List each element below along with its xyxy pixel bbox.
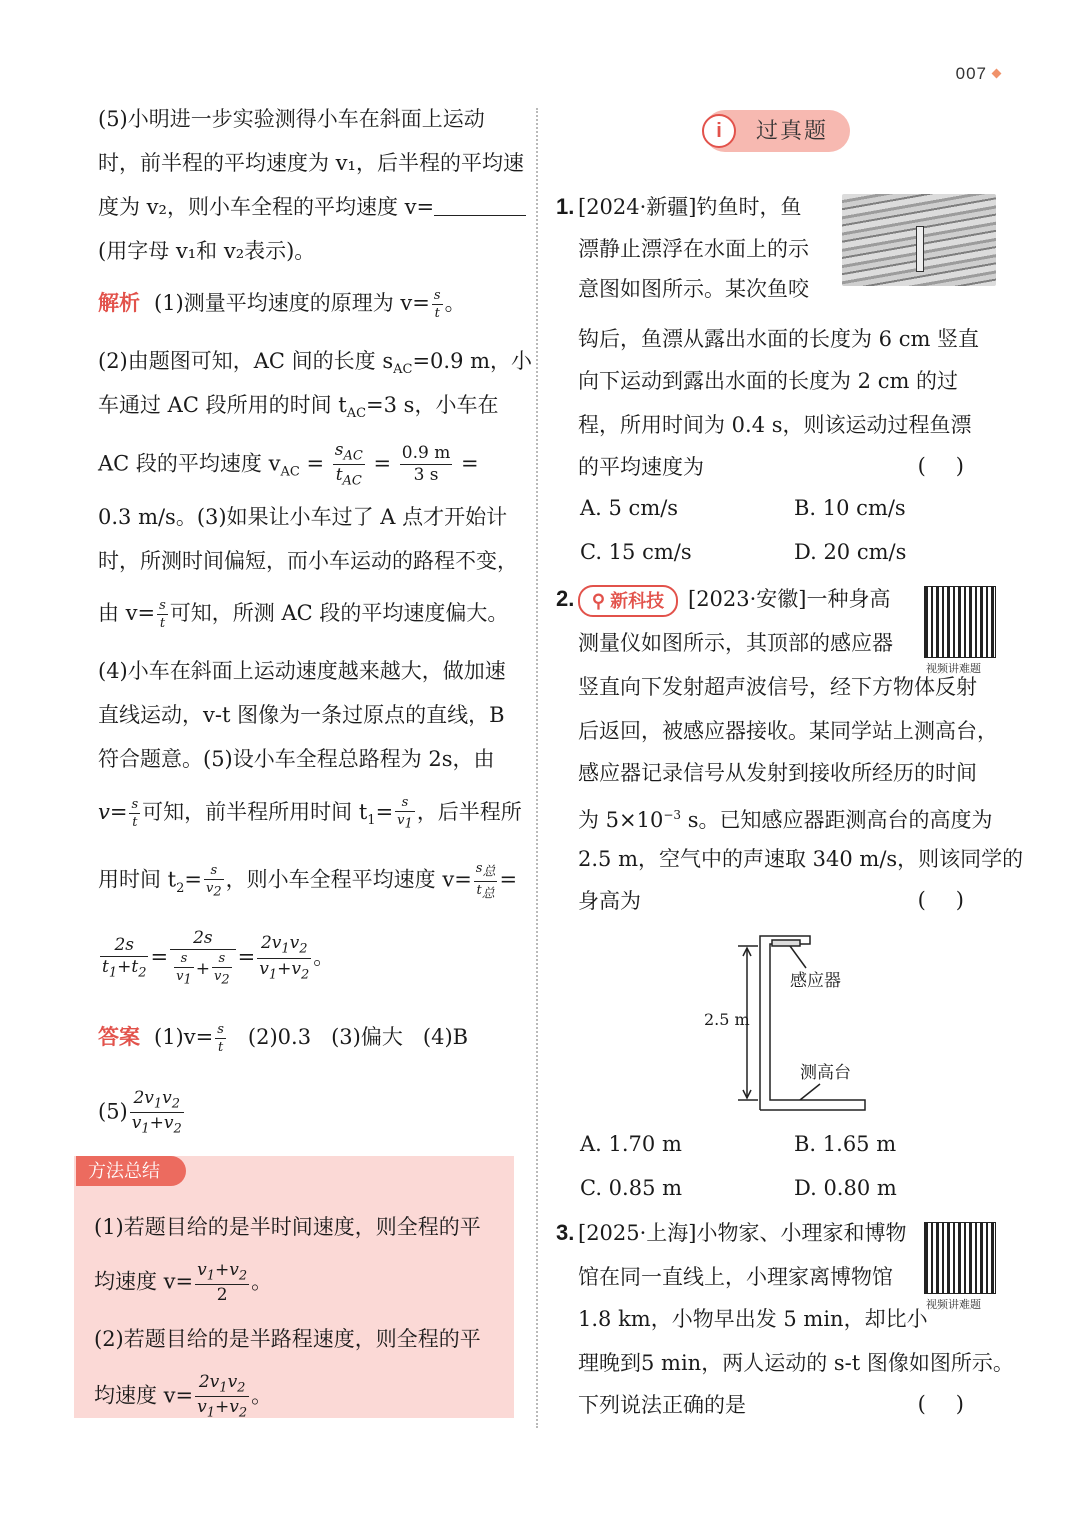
q3-line-4: 理晚到5 min，两人运动的 s-t 图像如图所示。 xyxy=(578,1351,1014,1375)
q1-line-4: 钩后，鱼漂从露出水面的长度为 6 cm 竖直 xyxy=(578,327,980,351)
analysis-line-11: v= $\frac{s}{t}$ 可知，前半程所用时间 $t_1=$ $\frac{s}{v_1}$ ，后半程所 xyxy=(98,795,522,832)
platform-leader xyxy=(800,1084,820,1100)
q3-answer-paren: () xyxy=(917,1392,994,1416)
height-label: 2.5 m xyxy=(704,1010,750,1029)
analysis-label: 解析 xyxy=(98,290,140,315)
q1-line-7: 的平均速度为 xyxy=(578,455,704,479)
q2-answer-paren: () xyxy=(917,888,994,912)
q5-line-2: 时，前半程的平均速度为 v₁，后半程的平均速 xyxy=(98,151,524,175)
q1-line-3: 意图如图所示。某次鱼咬 xyxy=(578,277,809,301)
method-line-2: 均速度 v= $\frac{v_1+v_2}{2}$ 。 xyxy=(94,1260,273,1306)
section-title: 过真题 xyxy=(756,119,829,144)
analysis-line-10: 符合题意。(5)设小车全程总路程为 2s，由 xyxy=(98,747,495,771)
q3-line-3: 1.8 km，小物早出发 5 min，却比小 xyxy=(578,1307,928,1331)
formula-s-over-t: $\frac{s}{t}$ xyxy=(433,288,441,321)
method-summary-tag: 方法总结 xyxy=(76,1156,186,1186)
q1-option-b[interactable]: B. 10 cm/s xyxy=(794,496,906,520)
q2-line-6: 为 $5\times 10^{-3}$ s。已知感应器距测高台的高度为 xyxy=(578,808,993,832)
q3-line-1: [2025·上海]小物家、小理家和博物 xyxy=(578,1221,907,1245)
answer-label: 答案 xyxy=(98,1024,140,1049)
formula-09-over-3: $\frac{0.9 m}{3 s}$ xyxy=(401,443,451,486)
platform-label: 测高台 xyxy=(800,1063,851,1083)
qr-code-2[interactable] xyxy=(924,1222,996,1294)
q2-line-2: 测量仪如图所示，其顶部的感应器 xyxy=(578,631,893,655)
analysis-line-5: 0.3 m/s。(3)如果让小车过了 A 点才开始计 xyxy=(98,505,508,529)
q1-line-6: 程，所用时间为 0.4 s，则该运动过程鱼漂 xyxy=(578,413,972,437)
q2-line-8: 身高为 xyxy=(578,889,641,913)
new-tech-tag: ⚲ 新科技 xyxy=(578,585,678,617)
fishing-float xyxy=(916,226,924,272)
analysis-line-8: (4)小车在斜面上运动速度越来越大，做加速 xyxy=(98,659,506,683)
q1-line-1: [2024·新疆]钓鱼时，鱼 xyxy=(578,195,802,219)
q2-line-1: [2023·安徽]一种身高 xyxy=(688,587,891,611)
analysis-line-9: 直线运动，v-t 图像为一条过原点的直线，B xyxy=(98,703,505,727)
answer-line-2: (5) $\frac{2v_1v_2}{v_1+v_2}$ xyxy=(98,1088,182,1137)
sensor-shape xyxy=(772,940,800,946)
q2-option-d[interactable]: D. 0.80 m xyxy=(794,1176,897,1200)
analysis-line-2: (2)由题图可知，AC 间的长度 $s_{AC}=0.9$ m，小 xyxy=(98,349,533,378)
info-icon: i xyxy=(702,114,736,148)
qr-label: 视频讲难题 xyxy=(926,663,981,675)
q1-option-a[interactable]: A. 5 cm/s xyxy=(580,496,679,520)
method-line-3: (2)若题目给的是半路程速度，则全程的平 xyxy=(94,1327,481,1351)
q2-number: 2. xyxy=(556,586,575,611)
analysis-line-1: 解析 (1)测量平均速度的原理为 v= $\frac{s}{t}$ 。 xyxy=(98,288,466,321)
q5-line-1: (5)小明进一步实验测得小车在斜面上运动 xyxy=(98,107,485,131)
q1-line-2: 漂静止漂浮在水面上的示 xyxy=(578,237,809,261)
analysis-line-7: 由 v= $\frac{s}{t}$ 可知，所测 AC 段的平均速度偏大。 xyxy=(98,598,509,631)
method-line-1: (1)若题目给的是半时间速度，则全程的平 xyxy=(94,1215,481,1239)
analysis-line-12: 用时间 $t_2=$ $\frac{s}{v_2}$ ，则小车全程平均速度 v= $\frac{s_总}{t_总}$ = xyxy=(98,861,518,902)
q1-option-c[interactable]: C. 15 cm/s xyxy=(580,540,692,564)
q5-line-4: (用字母 v₁和 v₂表示)。 xyxy=(98,239,316,263)
q2-option-a[interactable]: A. 1.70 m xyxy=(580,1132,682,1156)
answer-line-1: 答案 (1)v= $\frac{s}{t}$ (2)0.3 (3)偏大 (4)B xyxy=(98,1022,469,1055)
column-divider xyxy=(536,108,538,1428)
q1-line-5: 向下运动到露出水面的长度为 2 cm 的过 xyxy=(578,369,959,393)
q3-line-2: 馆在同一直线上，小理家离博物馆 xyxy=(578,1265,893,1289)
formula-sac-over-tac: $\frac{s_{AC}}{t_{AC}}$ xyxy=(334,440,363,489)
q2-option-c[interactable]: C. 0.85 m xyxy=(580,1176,683,1200)
q2-line-5: 感应器记录信号从发射到接收所经历的时间 xyxy=(578,761,977,785)
stand-outline xyxy=(760,936,865,1110)
q1-option-d[interactable]: D. 20 cm/s xyxy=(794,540,907,564)
page-number: 007 xyxy=(956,64,1000,84)
analysis-line-4: AC 段的平均速度 $v_{AC}$ = $\frac{s_{AC}}{t_{AC}}$ = $\frac{0.9 m}{3 s}$ = xyxy=(98,440,479,489)
answer-blank xyxy=(434,195,526,216)
q1-number: 1. xyxy=(556,194,575,219)
q3-line-5: 下列说法正确的是 xyxy=(578,1393,746,1417)
method-line-4: 均速度 v= $\frac{2v_1v_2}{v_1+v_2}$ 。 xyxy=(94,1372,273,1421)
q2-option-b[interactable]: B. 1.65 m xyxy=(794,1132,897,1156)
q2-line-7: 2.5 m，空气中的声速取 340 m/s，则该同学的 xyxy=(578,847,1024,871)
sensor-label: 感应器 xyxy=(790,971,841,991)
q3-number: 3. xyxy=(556,1220,575,1245)
qr-label-2: 视频讲难题 xyxy=(926,1299,981,1311)
q1-answer-paren: () xyxy=(917,454,994,478)
q5-line-3: 度为 v₂，则小车全程的平均速度 v= xyxy=(98,192,518,222)
sensor-leader xyxy=(790,946,806,968)
analysis-line-3: 车通过 AC 段所用的时间 $t_{AC}=3$ s，小车在 xyxy=(98,393,499,422)
analysis-line-6: 时，所测时间偏短，而小车运动的路程不变， xyxy=(98,549,518,573)
q2-line-4: 后返回，被感应器接收。某同学站上测高台， xyxy=(578,719,998,743)
q2-line-3: 竖直向下发射超声波信号，经下方物体反射 xyxy=(578,675,977,699)
analysis-line-13: $\frac{2s}{t_1+t_2}$ = 2s $\frac{s}{v_1}$ + $\frac{s}{v_2}$ = $\frac{2v_1v_2}{v_1+v_2}$ 。 xyxy=(102,928,335,988)
